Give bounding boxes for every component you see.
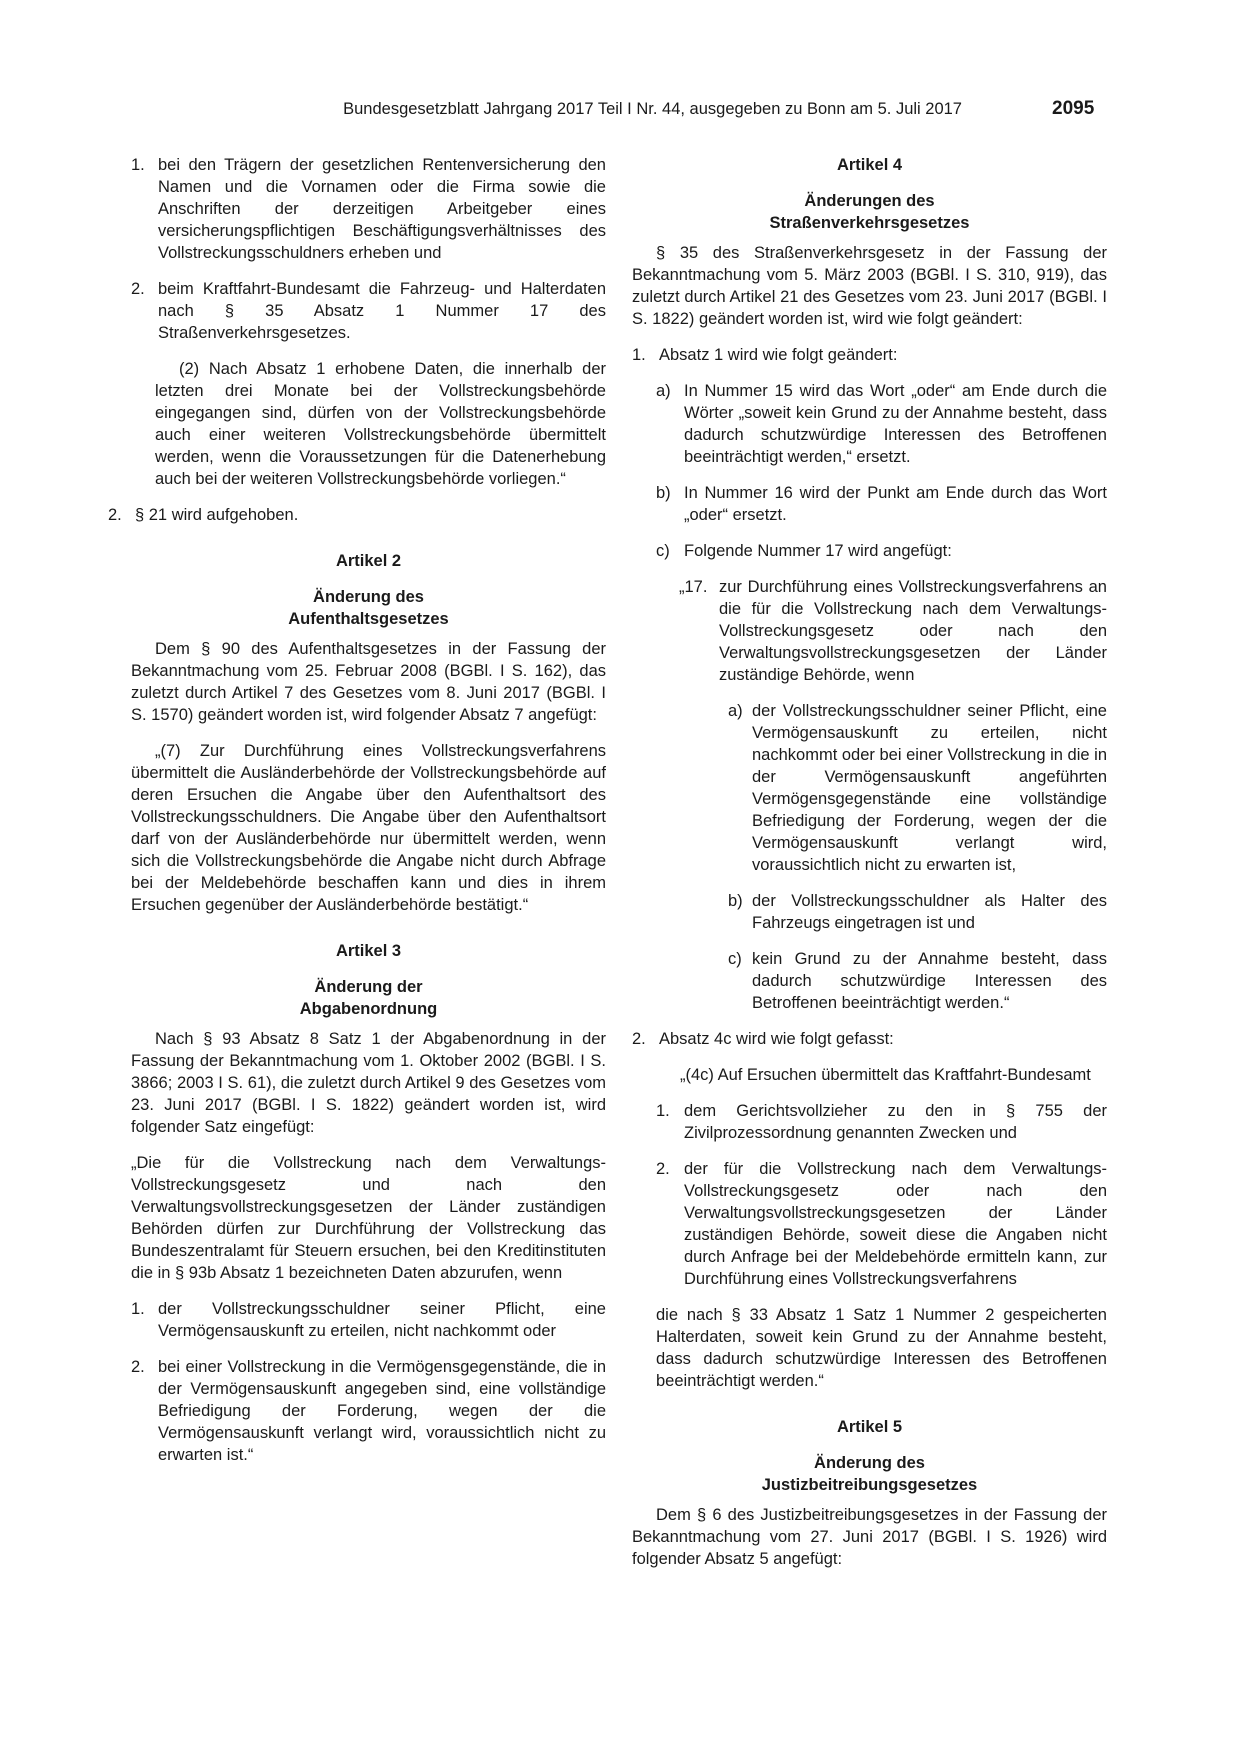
item-number: 1. — [131, 1300, 145, 1318]
item-number: 2. — [656, 1160, 670, 1178]
sub-item — [632, 380, 1107, 468]
sub-sub-item — [632, 948, 1107, 1014]
item-number: 1. — [632, 346, 646, 364]
item-letter: a) — [656, 382, 671, 400]
item-text: § 21 wird aufgehoben. — [135, 506, 299, 524]
article-3-heading: Artikel 3 — [335, 942, 402, 960]
item-letter: c) — [656, 542, 670, 560]
article-2-intro: Dem § 90 des Aufenthaltsgesetzes in der Fassung der Bekanntmachung vom 25. Februar 2008 (BGBl. I S. 162), das zuletzt durch Artikel 7 des Gesetzes vom 8. Juni 2017 (BGBl. I S. 1570) geändert worden ist, wird folgender Absatz 7 angefügt: — [131, 640, 606, 724]
item-number: 2. — [131, 1358, 145, 1376]
list-item — [131, 1298, 606, 1342]
absatz-4c-tail: die nach § 33 Absatz 1 Satz 1 Nummer 2 gespeicherten Halterdaten, soweit kein Grund zu der Annahme besteht, dass dadurch schutzwürdige Interessen des Betroffenen beeinträchtigt werden.“ — [656, 1306, 1107, 1390]
item-number: 1. — [131, 156, 145, 174]
sub-item — [632, 482, 1107, 526]
item-text: der für die Vollstreckung nach dem Verwaltungs-Vollstreckungsgesetz oder nach den Verwaltungsvollstreckungsgesetzen der Länder zuständigen Behörde, soweit diese die Angaben nicht durch Anfrage bei der Meldebehörde ermitteln kann, zur Durchführung eines Vollstreckungsverfahrens — [684, 1160, 1107, 1288]
title-line: Änderung des — [814, 1454, 925, 1472]
item-text: bei den Trägern der gesetzlichen Rentenversicherung den Namen und die Vornamen oder die Firma sowie die Anschriften der derzeitigen Arbeitgeber eines versicherungspflichtigen Beschäftigungsverhältnisses des Vollstreckungsschuldners erheben und — [158, 156, 606, 262]
sub-item — [632, 1158, 1107, 1290]
list-item — [632, 1028, 1107, 1050]
article-4-title — [632, 190, 1107, 234]
title-line: Aufenthaltsgesetzes — [288, 610, 449, 628]
item-number: 2. — [131, 280, 145, 298]
item-text: In Nummer 16 wird der Punkt am Ende durch das Wort „oder“ ersetzt. — [684, 484, 1107, 524]
article-5-intro: Dem § 6 des Justizbeitreibungsgesetzes in der Fassung der Bekanntmachung vom 27. Juni 2017 (BGBl. I S. 1926) wird folgender Absatz 5 angefügt: — [632, 1506, 1107, 1568]
sub-sub-item — [632, 700, 1107, 876]
item-text: Folgende Nummer 17 wird angefügt: — [684, 542, 952, 560]
item-text: dem Gerichtsvollzieher zu den in § 755 der Zivilprozessordnung genannten Zwecken und — [684, 1102, 1107, 1142]
title-line: Änderung des — [313, 588, 424, 606]
paragraph-2: (2) Nach Absatz 1 erhobene Daten, die innerhalb der letzten drei Monate bei der Vollstreckungsbehörde eingegangen sind, dürfen von der Vollstreckungsbehörde auch einer weiteren Vollstreckungsbehörde übermittelt werden, wenn die Voraussetzungen für die Datenerhebung auch bei der weiteren Vollstreckungsbehörde vorliegen.“ — [155, 360, 606, 488]
article-2-title — [131, 586, 606, 630]
right-column — [632, 154, 1107, 1584]
sub-item-17 — [632, 576, 1107, 686]
title-line: Änderung der — [314, 978, 423, 996]
list-item — [131, 154, 606, 264]
list-item — [131, 1356, 606, 1466]
item-text: der Vollstreckungsschuldner seiner Pflicht, eine Vermögensauskunft zu erteilen, nicht nachkommt oder — [158, 1300, 606, 1340]
article-5-heading: Artikel 5 — [836, 1418, 903, 1436]
article-4-heading: Artikel 4 — [836, 156, 903, 174]
page-number: 2095 — [1052, 98, 1095, 119]
article-3-intro: Nach § 93 Absatz 8 Satz 1 der Abgabenordnung in der Fassung der Bekanntmachung vom 1. Oktober 2002 (BGBl. I S. 3866; 2003 I S. 61), die zuletzt durch Artikel 9 des Gesetzes vom 23. Juni 2017 (BGBl. I S. 1822) geändert worden ist, wird folgender Satz eingefügt: — [131, 1030, 606, 1136]
item-text: kein Grund zu der Annahme besteht, dass dadurch schutzwürdige Interessen des Betroffenen beeinträchtigt werden.“ — [752, 950, 1107, 1012]
item-text: Absatz 4c wird wie folgt gefasst: — [659, 1030, 894, 1048]
item-text: In Nummer 15 wird das Wort „oder“ am Ende durch die Wörter „soweit kein Grund zu der Annahme besteht, dass dadurch schutzwürdige Interessen des Betroffenen beeinträchtigt werden,“ ersetzt. — [684, 382, 1107, 466]
article-2-heading: Artikel 2 — [335, 552, 402, 570]
title-line: Abgabenordnung — [299, 1000, 438, 1018]
item-text: bei einer Vollstreckung in die Vermögensgegenstände, die in der Vermögensauskunft angegeben sind, eine vollständige Befriedigung der Forderung, wegen der die Vermögensauskunft verlangt wird, voraussichtlich nicht zu erwarten ist.“ — [158, 1358, 606, 1464]
item-number: 2. — [632, 1030, 646, 1048]
article-3-title — [131, 976, 606, 1020]
item-text: Absatz 1 wird wie folgt geändert: — [659, 346, 898, 364]
sub-item — [632, 1100, 1107, 1144]
page-header — [0, 98, 1241, 122]
item-number: „17. — [679, 578, 708, 596]
item-letter: c) — [728, 950, 742, 968]
article-4-intro: § 35 des Straßenverkehrsgesetz in der Fassung der Bekanntmachung vom 5. März 2003 (BGBl. I S. 310, 919), das zuletzt durch Artikel 21 des Gesetzes vom 23. Juni 2017 (BGBl. I S. 1822) geändert worden ist, wird wie folgt geändert: — [632, 244, 1107, 328]
running-header: Bundesgesetzblatt Jahrgang 2017 Teil I Nr. 44, ausgegeben zu Bonn am 5. Juli 2017 — [343, 100, 962, 118]
list-item — [131, 278, 606, 344]
item-letter: b) — [656, 484, 671, 502]
sub-sub-item — [632, 890, 1107, 934]
sub-item — [632, 540, 1107, 562]
item-letter: b) — [728, 892, 743, 910]
item-number: 1. — [656, 1102, 670, 1120]
item-text: der Vollstreckungsschuldner als Halter des Fahrzeugs eingetragen ist und — [752, 892, 1107, 932]
list-item — [632, 344, 1107, 366]
absatz-4c-intro: „(4c) Auf Ersuchen übermittelt das Kraftfahrt-Bundesamt — [680, 1066, 1091, 1084]
list-item — [108, 504, 606, 526]
item-text: beim Kraftfahrt-Bundesamt die Fahrzeug- und Halterdaten nach § 35 Absatz 1 Nummer 17 des Straßenverkehrsgesetzes. — [158, 280, 606, 342]
title-line: Justizbeitreibungsgesetzes — [761, 1476, 978, 1494]
item-number: 2. — [108, 506, 122, 524]
article-2-quote: „(7) Zur Durchführung eines Vollstreckungsverfahrens übermittelt die Ausländerbehörde der Vollstreckungsbehörde auf deren Ersuchen die Angabe über den Aufenthaltsort des Vollstreckungsschuldners. Die Angabe über den Aufenthaltsort darf von der Ausländerbehörde nur übermittelt werden, wenn sich die Vollstreckungsbehörde die Angabe nicht durch Abfrage bei der Meldebehörde beschaffen kann und dies in ihrem Ersuchen gegenüber der Ausländerbehörde bestätigt.“ — [131, 742, 606, 914]
item-text: zur Durchführung eines Vollstreckungsverfahrens an die für die Vollstreckung nach dem Verwaltungs-Vollstreckungsgesetz oder nach den Verwaltungsvollstreckungsgesetzen der Länder zuständige Behörde, wenn — [719, 578, 1107, 684]
title-line: Änderungen des — [804, 192, 935, 210]
item-letter: a) — [728, 702, 743, 720]
left-column — [108, 154, 606, 1480]
article-5-title — [632, 1452, 1107, 1496]
item-text: der Vollstreckungsschuldner seiner Pflicht, eine Vermögensauskunft zu erteilen, nicht nachkommt oder bei einer Vollstreckung in die in der Vermögensauskunft angeführten Vermögensgegenstände eine vollständige Befriedigung der Forderung, wegen der die Vermögensauskunft verlangt wird, voraussichtlich nicht zu erwarten ist, — [752, 702, 1107, 874]
title-line: Straßenverkehrsgesetzes — [769, 214, 970, 232]
article-3-quote: „Die für die Vollstreckung nach dem Verwaltungs-Vollstreckungsgesetz und nach den Verwaltungsvollstreckungsgesetzen der Länder zuständigen Behörden dürfen zur Durchführung der Vollstreckung das Bundeszentralamt für Steuern ersuchen, bei den Kreditinstituten die in § 93b Absatz 1 bezeichneten Daten abzurufen, wenn — [131, 1154, 606, 1282]
